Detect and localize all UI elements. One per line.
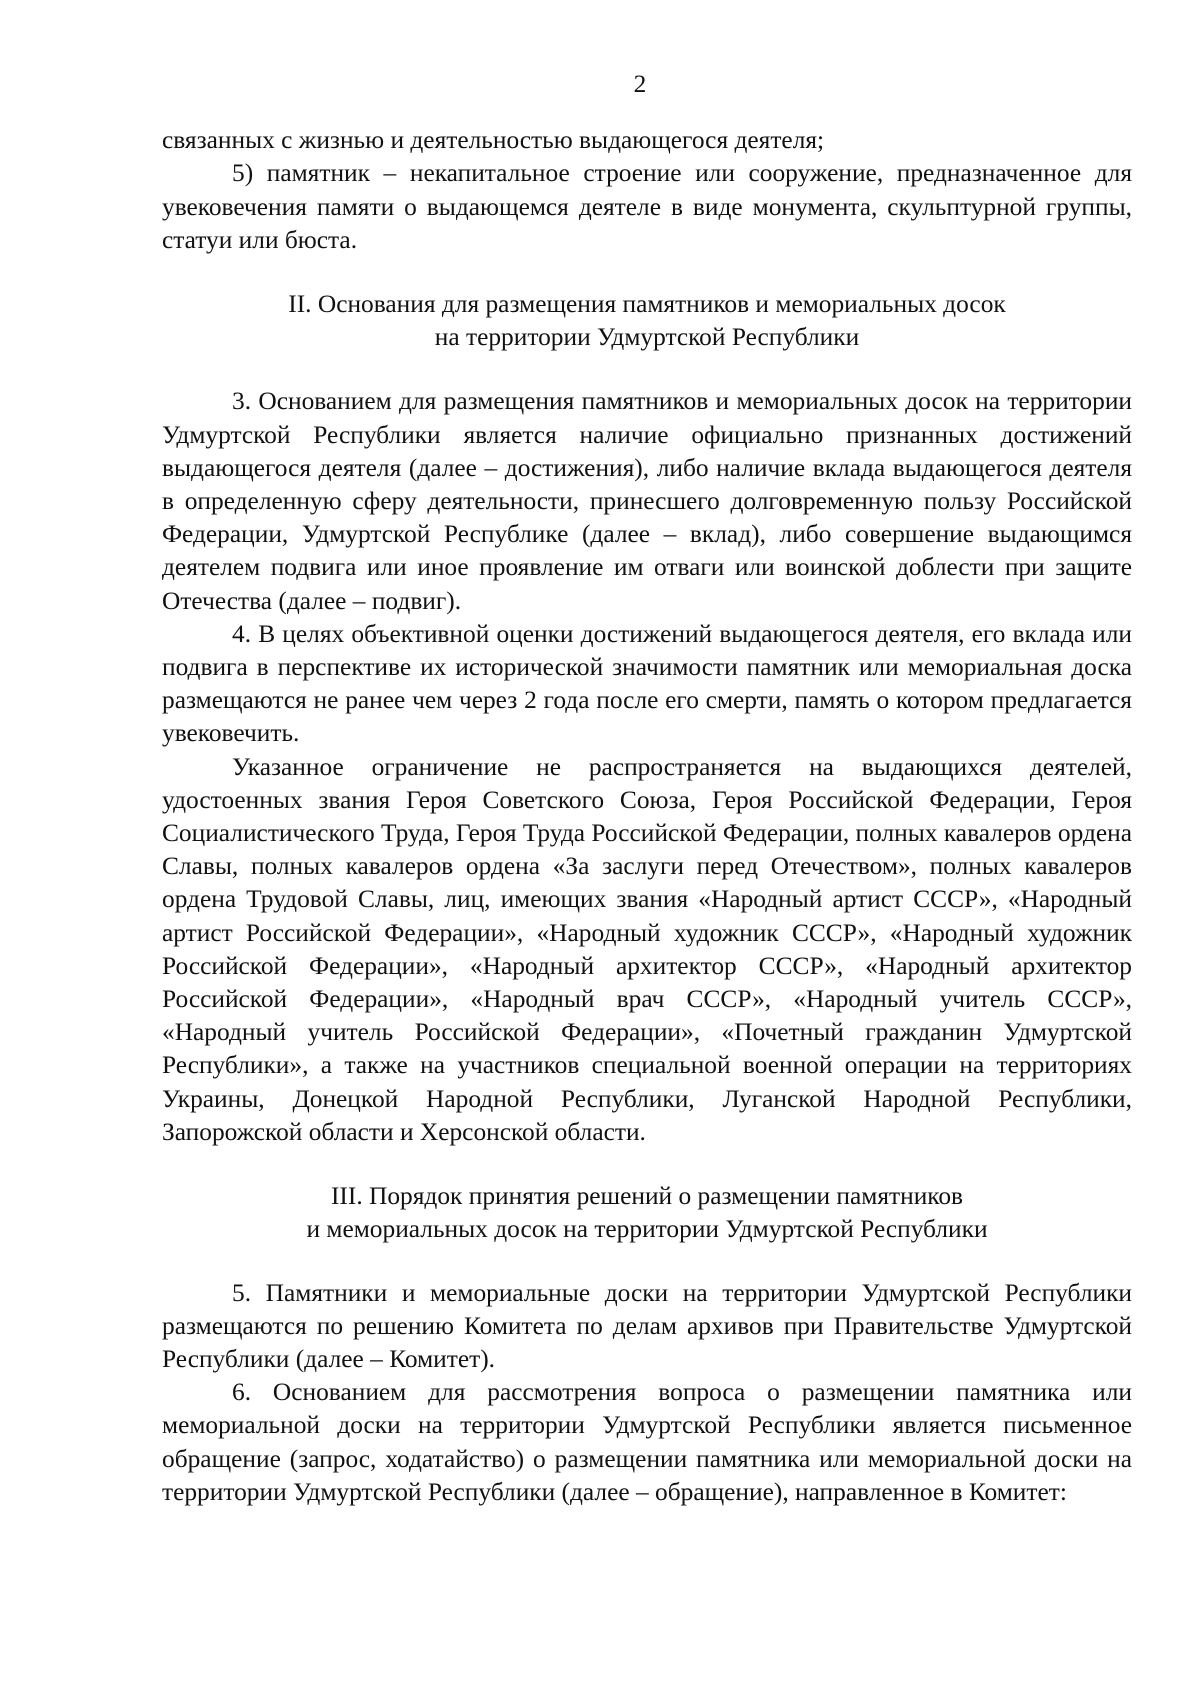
paragraph-3: 3. Основанием для размещения памятников и мемориальных досок на территории Удмуртской Республики является наличие официально признанных достижений выдающегося деятеля (далее – достижения), либо наличие вклада выдающегося деятеля в определенную сферу деятельности, принесшего долговременную пользу Российской Федерации, Удмуртской Республике (далее – вклад), либо совершение выдающимся деятелем подвига или иное проявление им отваги или воинской доблести при защите Отечества (далее – подвиг). xyxy=(162,387,1132,615)
document-page xyxy=(162,68,1132,1509)
paragraph-6: 6. Основанием для рассмотрения вопроса о размещении памятника или мемориальной доски на территории Удмуртской Республики является письменное обращение (запрос, ходатайство) о размещении памятника или мемориальной доски на территории Удмуртской Республики (далее – обращение), направленное в Комитет: xyxy=(162,1378,1132,1506)
paragraph-4-exception: Указанное ограничение не распространяется на выдающихся деятелей, удостоенных звания Героя Советского Союза, Героя Российской Федерации, Героя Социалистического Труда, Героя Труда Российской Федерации, полных кавалеров ордена Славы, полных кавалеров ордена «За заслуги перед Отечеством», полных кавалеров ордена Трудовой Славы, лиц, имеющих звания «Народный артист СССР», «Народный артист Российской Федерации», «Народный художник СССР», «Народный художник Российской Федерации», «Народный архитектор СССР», «Народный архитектор Российской Федерации», «Народный врач СССР», «Народный учитель СССР», «Народный учитель Российской Федерации», «Почетный гражданин Удмуртской Республики», а также на участников специальной военной операции на территориях Украины, Донецкой Народной Республики, Луганской Народной Республики, Запорожской области и Херсонской области. xyxy=(162,752,1132,1146)
paragraph-item-5-definition: 5) памятник – некапитальное строение или сооружение, предназначенное для увековечения памяти о выдающемся деятеле в виде монумента, скульптурной группы, статуи или бюста. xyxy=(162,159,1132,254)
section-2-title-line-2: на территории Удмуртской Республики xyxy=(434,323,860,352)
paragraph-5: 5. Памятники и мемориальные доски на территории Удмуртской Республики размещаются по решению Комитета по делам архивов при Правительстве Удмуртской Республики (далее – Комитет). xyxy=(162,1278,1132,1373)
page-number: 2 xyxy=(633,70,647,98)
section-2-title-line-1: II. Основания для размещения памятников и мемориальных досок xyxy=(288,290,1006,319)
paragraph-4: 4. В целях объективной оценки достижений выдающегося деятеля, его вклада или подвига в перспективе их исторической значимости памятник или мемориальная доска размещаются не ранее чем через 2 года после его смерти, память о котором предлагается увековечить. xyxy=(162,619,1132,748)
section-3-title-line-2: и мемориальных досок на территории Удмуртской Республики xyxy=(306,1215,988,1244)
section-3-title-line-1: III. Порядок принятия решений о размещении памятников xyxy=(330,1182,964,1211)
paragraph-continuation: связанных с жизнью и деятельностью выдающегося деятеля; xyxy=(162,126,825,155)
section-3-heading xyxy=(162,1180,1132,1246)
section-2-heading xyxy=(162,288,1132,354)
